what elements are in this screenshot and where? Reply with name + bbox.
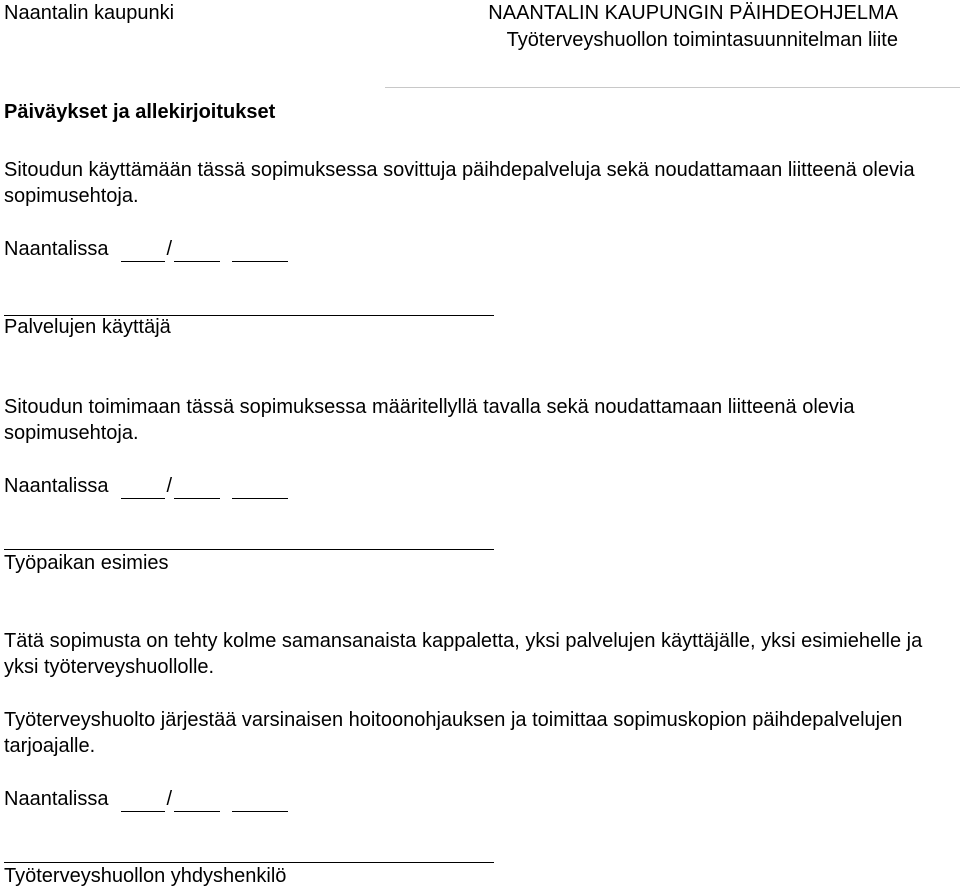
year-blank bbox=[232, 793, 288, 812]
supervisor-commitment-text: Sitoudun toimimaan tässä sopimuksessa määritellyllä tavalla sekä noudattamaan liitteenä olevia sopimusehtoja. bbox=[4, 396, 855, 444]
header-divider bbox=[385, 87, 960, 88]
month-blank bbox=[174, 793, 220, 812]
place-label: Naantalissa bbox=[4, 238, 109, 260]
section-title: Päiväykset ja allekirjoitukset bbox=[4, 101, 276, 123]
user-signature-role: Palvelujen käyttäjä bbox=[4, 316, 171, 338]
user-date-line bbox=[4, 236, 288, 262]
document-header bbox=[488, 0, 898, 54]
user-commitment-text: Sitoudun käyttämään tässä sopimuksessa sovittuja päihdepalveluja sekä noudattamaan liitteenä olevia sopimusehtoja. bbox=[4, 159, 915, 207]
month-blank bbox=[174, 243, 220, 262]
contact-signature-role: Työterveyshuollon yhdyshenkilö bbox=[4, 865, 287, 887]
organization-name: Naantalin kaupunki bbox=[4, 2, 175, 24]
place-label: Naantalissa bbox=[4, 788, 109, 810]
date-separator: / bbox=[166, 238, 173, 260]
program-subtitle: Työterveyshuollon toimintasuunnitelman liite bbox=[506, 29, 898, 51]
supervisor-signature-role: Työpaikan esimies bbox=[4, 552, 169, 574]
date-separator: / bbox=[166, 475, 173, 497]
month-blank bbox=[174, 480, 220, 499]
year-blank bbox=[232, 243, 288, 262]
date-separator: / bbox=[166, 788, 173, 810]
program-title: NAANTALIN KAUPUNGIN PÄIHDEOHJELMA bbox=[488, 2, 898, 24]
referral-note: Työterveyshuolto järjestää varsinaisen hoitoonohjauksen ja toimittaa sopimuskopion päihdepalvelujen tarjoajalle. bbox=[4, 709, 903, 757]
day-blank bbox=[121, 793, 165, 812]
supervisor-date-line bbox=[4, 473, 288, 499]
copies-note: Tätä sopimusta on tehty kolme samansanaista kappaletta, yksi palvelujen käyttäjälle, yksi esimiehelle ja yksi työterveyshuollolle. bbox=[4, 630, 923, 678]
year-blank bbox=[232, 480, 288, 499]
day-blank bbox=[121, 480, 165, 499]
place-label: Naantalissa bbox=[4, 475, 109, 497]
contact-date-line bbox=[4, 786, 288, 812]
day-blank bbox=[121, 243, 165, 262]
